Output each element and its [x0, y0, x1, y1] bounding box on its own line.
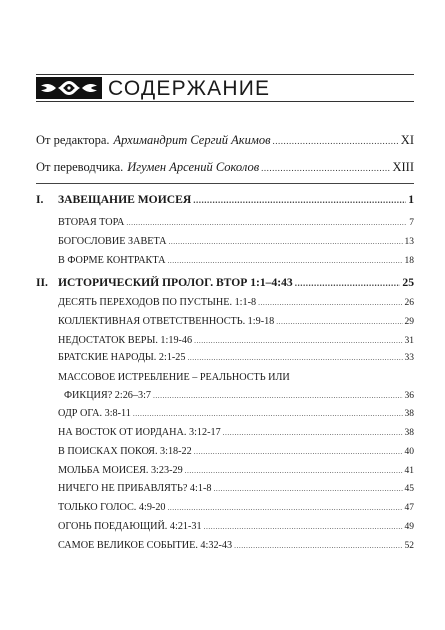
- dot-leader: [223, 426, 403, 439]
- page-number: 31: [404, 336, 414, 346]
- dot-leader: [276, 315, 402, 328]
- page-number: 41: [404, 466, 414, 476]
- entry-title: ТОЛЬКО ГОЛОС. 4:9-20: [58, 502, 166, 513]
- toc-entry[interactable]: [58, 464, 414, 478]
- page-number: 25: [402, 276, 414, 289]
- toc-entry[interactable]: [58, 351, 414, 365]
- toc-entry[interactable]: [64, 389, 414, 403]
- dot-leader: [133, 407, 403, 420]
- page-number: 52: [404, 541, 414, 551]
- page-number: 1: [408, 193, 414, 206]
- toc-part-2[interactable]: [36, 276, 414, 290]
- toc-entry[interactable]: [58, 520, 414, 534]
- page-number: 38: [404, 409, 414, 419]
- entry-title: В ПОИСКАХ ПОКОЯ. 3:18-22: [58, 446, 192, 457]
- dot-leader: [126, 216, 407, 229]
- page-number: 49: [404, 522, 414, 532]
- heading-top-rule: [36, 74, 414, 75]
- page-number: 29: [404, 317, 414, 327]
- page-number: 13: [404, 237, 414, 247]
- toc-entry[interactable]: [58, 426, 414, 440]
- toc-entry[interactable]: [58, 315, 414, 329]
- part-title: ИСТОРИЧЕСКИЙ ПРОЛОГ. ВТОР 1:1–4:43: [58, 276, 293, 289]
- page-number: 26: [404, 298, 414, 308]
- toc-entry[interactable]: [58, 501, 414, 515]
- front-matter-name: Архимандрит Сергий Акимов: [113, 133, 271, 147]
- page-number: 18: [404, 256, 414, 266]
- toc-entry[interactable]: [58, 407, 414, 421]
- dot-leader: [213, 482, 402, 495]
- entry-title: МОЛЬБА МОИСЕЯ. 3:23-29: [58, 465, 183, 476]
- page-number: XIII: [392, 160, 414, 174]
- page-title: СОДЕРЖАНИЕ: [108, 77, 271, 100]
- heading-bottom-rule: [36, 101, 414, 102]
- dot-leader: [169, 235, 403, 248]
- entry-title: НИЧЕГО НЕ ПРИБАВЛЯТЬ? 4:1-8: [58, 483, 212, 494]
- toc-front-matter-editor[interactable]: [36, 133, 414, 149]
- entry-title: БОГОСЛОВИЕ ЗАВЕТА: [58, 236, 167, 247]
- toc-entry[interactable]: [58, 482, 414, 496]
- toc-part-1[interactable]: [36, 193, 414, 207]
- entry-title: БРАТСКИЕ НАРОДЫ. 2:1-25: [58, 352, 186, 363]
- toc-entry[interactable]: [58, 539, 414, 553]
- page-number: 38: [404, 428, 414, 438]
- front-matter-role: От переводчика.: [36, 160, 124, 174]
- toc-entry[interactable]: [58, 235, 414, 249]
- dot-leader: [273, 134, 399, 149]
- entry-title: НА ВОСТОК ОТ ИОРДАНА. 3:12-17: [58, 427, 221, 438]
- dot-leader: [258, 296, 402, 309]
- dot-leader: [185, 464, 403, 477]
- entry-title: ФИКЦИЯ? 2:26–3:7: [64, 390, 152, 401]
- dot-leader: [194, 334, 402, 347]
- entry-title: ВТОРАЯ ТОРА: [58, 217, 125, 228]
- part-number: I.: [36, 193, 44, 206]
- dot-leader: [167, 254, 402, 267]
- entry-title: ДЕСЯТЬ ПЕРЕХОДОВ ПО ПУСТЫНЕ. 1:1-8: [58, 297, 257, 308]
- toc-entry[interactable]: [58, 334, 414, 348]
- toc-entry[interactable]: [58, 216, 414, 230]
- toc-entry[interactable]: [58, 445, 414, 459]
- entry-title: ОГОНЬ ПОЕДАЮЩИЙ. 4:21-31: [58, 521, 202, 532]
- dot-leader: [234, 539, 402, 552]
- page-number: 47: [404, 503, 414, 513]
- dot-leader: [153, 389, 402, 402]
- dot-leader: [261, 161, 390, 176]
- entry-title: КОЛЛЕКТИВНАЯ ОТВЕТСТВЕННОСТЬ. 1:9-18: [58, 316, 275, 327]
- toc-entry[interactable]: [58, 296, 414, 310]
- section-divider: [36, 183, 414, 184]
- front-matter-name: Игумен Арсений Соколов: [127, 160, 260, 174]
- page-number: 33: [404, 353, 414, 363]
- page-number: 36: [404, 391, 414, 401]
- dot-leader: [188, 351, 403, 364]
- dot-leader: [295, 276, 401, 290]
- entry-title: В ФОРМЕ КОНТРАКТА: [58, 255, 166, 266]
- page-number: 40: [404, 447, 414, 457]
- page-number: XI: [400, 133, 414, 147]
- ornament-icon: [36, 77, 102, 99]
- page-number: 7: [409, 218, 414, 228]
- part-number: II.: [36, 276, 48, 289]
- dot-leader: [194, 445, 403, 458]
- part-title: ЗАВЕЩАНИЕ МОИСЕЯ: [58, 193, 192, 206]
- toc-entry[interactable]: [58, 254, 414, 268]
- contents-heading: [36, 74, 414, 104]
- entry-title: ОДР ОГА. 3:8-11: [58, 408, 131, 419]
- front-matter-role: От редактора.: [36, 133, 110, 147]
- toc-entry-wrapped-line[interactable]: МАССОВОЕ ИСТРЕБЛЕНИЕ – РЕАЛЬНОСТЬ ИЛИ: [58, 372, 290, 383]
- toc-front-matter-translator[interactable]: [36, 160, 414, 176]
- dot-leader: [168, 501, 403, 514]
- dot-leader: [204, 520, 403, 533]
- dot-leader: [193, 193, 406, 207]
- entry-title: НЕДОСТАТОК ВЕРЫ. 1:19-46: [58, 335, 193, 346]
- entry-title: САМОЕ ВЕЛИКОЕ СОБЫТИЕ. 4:32-43: [58, 540, 233, 551]
- page-number: 45: [404, 484, 414, 494]
